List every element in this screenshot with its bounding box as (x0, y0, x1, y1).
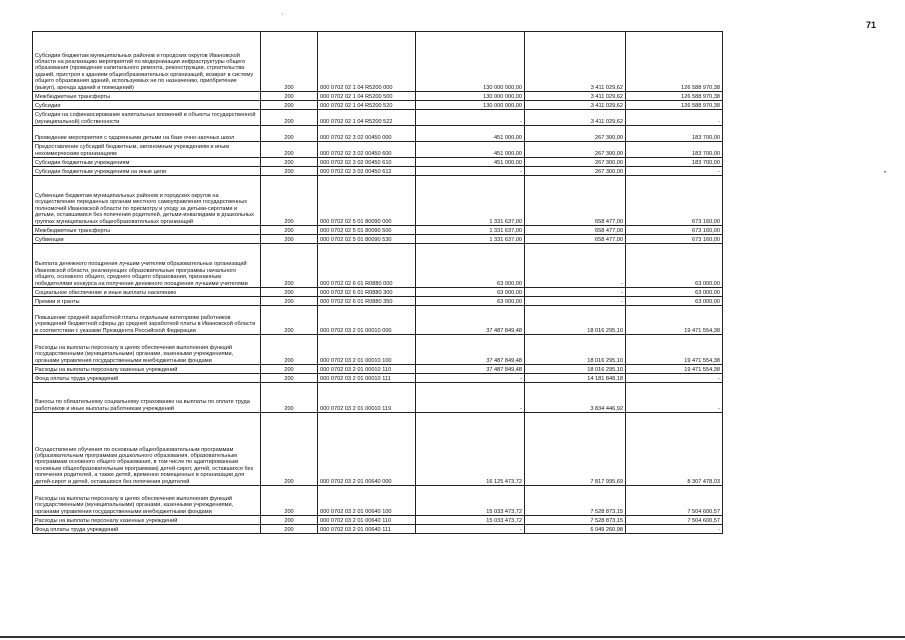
row-executed-amount: 3 411 029,62 (525, 101, 626, 110)
row-line-code: 200 (261, 365, 318, 374)
row-unexecuted-amount: 126 588 970,38 (626, 101, 723, 110)
row-line-code: 200 (261, 383, 318, 413)
row-approved-amount: 16 125 473,72 (416, 413, 525, 486)
row-approved-amount: 15 033 473,72 (416, 486, 525, 516)
row-budget-classification-code: 000 0702 03 2 01 00640 100 (318, 486, 416, 516)
row-executed-amount: 6 049 260,98 (525, 525, 626, 534)
row-line-code: 200 (261, 335, 318, 365)
row-description: Предоставление субсидий бюджетным, автономным учреждениям и иным некоммерческим организациям (33, 142, 261, 158)
row-budget-classification-code: 000 0702 03 2 01 00010 110 (318, 365, 416, 374)
row-unexecuted-amount: 7 504 600,57 (626, 486, 723, 516)
row-description: Субсидии (33, 101, 261, 110)
row-unexecuted-amount: 183 700,00 (626, 142, 723, 158)
row-line-code: 200 (261, 288, 318, 297)
row-approved-amount: - (416, 110, 525, 126)
row-budget-classification-code: 000 0702 02 5 01 80090 500 (318, 226, 416, 235)
row-description: Субвенции бюджетам муниципальных районов и городских округов на осуществление переданных органам местного самоуправления государственных полномочий Ивановской области по присмотру и уходу за детьми-сиротами и детьми, оставшимися без попечения родителей, детьми-инвалидами в дошкольных группах муниципальных общеобразовательных организаций (33, 176, 261, 226)
row-line-code: 200 (261, 297, 318, 306)
row-line-code: 200 (261, 167, 318, 176)
row-budget-classification-code: 000 0702 02 6 01 R0880 300 (318, 288, 416, 297)
row-executed-amount: 7 817 995,69 (525, 413, 626, 486)
row-unexecuted-amount: 63 000,00 (626, 297, 723, 306)
table-row (33, 516, 723, 525)
row-line-code: 200 (261, 413, 318, 486)
table-row (33, 383, 723, 413)
row-approved-amount: 1 331 637,00 (416, 176, 525, 226)
table-row (33, 32, 723, 92)
row-unexecuted-amount: 7 504 600,57 (626, 516, 723, 525)
row-approved-amount: 451 000,00 (416, 126, 525, 142)
row-budget-classification-code: 000 0702 03 2 01 00010 111 (318, 374, 416, 383)
row-description: Расходы на выплаты персоналу казенных учреждений (33, 516, 261, 525)
row-unexecuted-amount: 673 160,00 (626, 235, 723, 244)
row-approved-amount: - (416, 525, 525, 534)
row-unexecuted-amount: 63 000,00 (626, 244, 723, 288)
table-row (33, 525, 723, 534)
row-budget-classification-code: 000 0702 03 2 01 00640 111 (318, 525, 416, 534)
table-row (33, 126, 723, 142)
row-unexecuted-amount: 126 588 970,38 (626, 92, 723, 101)
row-line-code: 200 (261, 101, 318, 110)
row-description: Проведение мероприятия с одаренными детьми на базе очно-заочных школ (33, 126, 261, 142)
row-executed-amount: - (525, 244, 626, 288)
row-unexecuted-amount: - (626, 110, 723, 126)
row-line-code: 200 (261, 235, 318, 244)
table-row (33, 92, 723, 101)
row-executed-amount: - (525, 297, 626, 306)
row-executed-amount: 658 477,00 (525, 235, 626, 244)
row-unexecuted-amount: 126 588 970,38 (626, 32, 723, 92)
scan-dot-mark: ' (282, 14, 284, 20)
row-unexecuted-amount: 673 160,00 (626, 176, 723, 226)
row-unexecuted-amount: - (626, 525, 723, 534)
row-executed-amount: 3 411 029,62 (525, 92, 626, 101)
row-approved-amount: 451 000,00 (416, 158, 525, 167)
row-description: Фонд оплаты труда учреждений (33, 525, 261, 534)
row-budget-classification-code: 000 0702 02 3 02 00450 000 (318, 126, 416, 142)
row-description: Социальное обеспечение и иные выплаты населению (33, 288, 261, 297)
row-unexecuted-amount: 183 700,00 (626, 126, 723, 142)
row-description: Межбюджетные трансферты (33, 226, 261, 235)
row-executed-amount: 267 300,00 (525, 126, 626, 142)
row-executed-amount: 267 300,00 (525, 167, 626, 176)
table-row (33, 374, 723, 383)
row-executed-amount: - (525, 288, 626, 297)
row-budget-classification-code: 000 0702 02 3 02 00450 610 (318, 158, 416, 167)
row-approved-amount: 37 487 849,48 (416, 306, 525, 335)
row-description: Расходы на выплаты персоналу в целях обеспечения выполнения функций государственными (муниципальными) органами, казенными учреждениями, органами управления государственными внебюджетными фондами (33, 486, 261, 516)
row-unexecuted-amount: - (626, 167, 723, 176)
row-unexecuted-amount: 19 471 554,38 (626, 365, 723, 374)
row-approved-amount: - (416, 167, 525, 176)
row-approved-amount: 37 487 849,48 (416, 365, 525, 374)
row-description: Осуществление обучения по основным общеобразовательным программам (образовательным программам дошкольного образования, образовательным программам основного общего образования, в том числе по адаптированным основным общеобразовательным программам) детей-сирот, детей, оставшихся без попечения родителей, а также детей, временно помещенных в организации для детей-сирот и детей, оставшихся без попечения родителей (33, 413, 261, 486)
row-executed-amount: 18 016 295,10 (525, 306, 626, 335)
row-line-code: 200 (261, 486, 318, 516)
row-approved-amount: 63 000,00 (416, 244, 525, 288)
row-budget-classification-code: 000 0702 02 3 02 00450 612 (318, 167, 416, 176)
table-row (33, 306, 723, 335)
row-description: Расходы на выплаты персоналу казенных учреждений (33, 365, 261, 374)
row-description: Выплата денежного поощрения лучшим учителям образовательных организаций Ивановской области, реализующих образовательные программы начального общего, основного общего, среднего общего образования, признанным победителями конкурса на получение денежного поощрения лучшими учителями (33, 244, 261, 288)
table-row (33, 486, 723, 516)
row-line-code: 200 (261, 516, 318, 525)
row-description: Премии и гранты (33, 297, 261, 306)
row-executed-amount: 3 834 446,92 (525, 383, 626, 413)
page-bottom-edge (0, 636, 905, 638)
row-approved-amount: 1 331 637,00 (416, 226, 525, 235)
row-executed-amount: 658 477,00 (525, 226, 626, 235)
row-executed-amount: 658 477,00 (525, 176, 626, 226)
row-approved-amount: 63 000,00 (416, 297, 525, 306)
row-unexecuted-amount: 8 307 478,03 (626, 413, 723, 486)
page-number: 71 (866, 20, 877, 30)
row-budget-classification-code: 000 0702 02 6 01 R0880 350 (318, 297, 416, 306)
scan-dot-mark: • (884, 170, 887, 176)
row-executed-amount: 7 528 873,15 (525, 516, 626, 525)
row-line-code: 200 (261, 244, 318, 288)
row-line-code: 200 (261, 306, 318, 335)
table-row (33, 335, 723, 365)
row-line-code: 200 (261, 32, 318, 92)
table-row (33, 288, 723, 297)
budget-table-body (33, 32, 723, 534)
row-approved-amount: 37 487 849,48 (416, 335, 525, 365)
row-approved-amount: 130 000 000,00 (416, 92, 525, 101)
table-row (33, 167, 723, 176)
row-description: Субсидии бюджетам муниципальных районов и городских округов Ивановской области на реализацию мероприятий по модернизации инфраструктуры общего образования (проведение капитального ремонта, реконструкции, строительства зданий, пристроя к зданиям общеобразовательных организаций, возврат в систему общего образования зданий, используемых не по назначению, приобретение (выкуп), аренда зданий и помещений) (33, 32, 261, 92)
row-unexecuted-amount: 19 471 554,38 (626, 335, 723, 365)
table-row (33, 176, 723, 226)
row-approved-amount: 63 000,00 (416, 288, 525, 297)
row-approved-amount: 15 033 473,72 (416, 516, 525, 525)
row-line-code: 200 (261, 226, 318, 235)
row-line-code: 200 (261, 176, 318, 226)
row-unexecuted-amount: 673 160,00 (626, 226, 723, 235)
row-executed-amount: 267 300,00 (525, 142, 626, 158)
table-row (33, 158, 723, 167)
budget-table (32, 31, 723, 534)
table-row (33, 226, 723, 235)
row-line-code: 200 (261, 126, 318, 142)
row-budget-classification-code: 000 0702 02 1 04 R5200 520 (318, 101, 416, 110)
row-unexecuted-amount: 19 471 554,38 (626, 306, 723, 335)
row-executed-amount: 18 016 295,10 (525, 335, 626, 365)
row-approved-amount: - (416, 374, 525, 383)
row-budget-classification-code: 000 0702 02 6 01 R0880 000 (318, 244, 416, 288)
table-row (33, 235, 723, 244)
row-executed-amount: 7 528 873,15 (525, 486, 626, 516)
row-unexecuted-amount: 63 000,00 (626, 288, 723, 297)
row-budget-classification-code: 000 0702 02 5 01 80090 000 (318, 176, 416, 226)
row-budget-classification-code: 000 0702 03 2 01 00010 000 (318, 306, 416, 335)
row-approved-amount: 451 000,00 (416, 142, 525, 158)
row-line-code: 200 (261, 525, 318, 534)
row-executed-amount: 3 411 029,62 (525, 32, 626, 92)
row-budget-classification-code: 000 0702 02 1 04 R5200 000 (318, 32, 416, 92)
table-row (33, 110, 723, 126)
row-executed-amount: 18 016 295,10 (525, 365, 626, 374)
row-approved-amount: 1 331 637,00 (416, 235, 525, 244)
row-budget-classification-code: 000 0702 03 2 01 00640 000 (318, 413, 416, 486)
table-row (33, 101, 723, 110)
table-row (33, 142, 723, 158)
row-unexecuted-amount: 183 700,00 (626, 158, 723, 167)
row-line-code: 200 (261, 374, 318, 383)
row-executed-amount: 14 181 848,18 (525, 374, 626, 383)
row-line-code: 200 (261, 142, 318, 158)
table-row (33, 413, 723, 486)
row-description: Субсидии бюджетным учреждениям (33, 158, 261, 167)
row-budget-classification-code: 000 0702 02 5 01 80090 530 (318, 235, 416, 244)
row-budget-classification-code: 000 0702 03 2 01 00640 110 (318, 516, 416, 525)
table-row (33, 365, 723, 374)
row-approved-amount: 130 000 000,00 (416, 32, 525, 92)
row-description: Субсидии на софинансирование капитальных вложений в объекты государственной (муниципальной) собственности (33, 110, 261, 126)
table-row (33, 244, 723, 288)
row-description: Повышение средней заработной платы отдельным категориям работников учреждений бюджетной сферы до средней заработной платы в Ивановской области в соответствии с указами Президента Российской Федерации (33, 306, 261, 335)
table-row (33, 297, 723, 306)
row-line-code: 200 (261, 110, 318, 126)
row-budget-classification-code: 000 0702 02 1 04 R5200 522 (318, 110, 416, 126)
row-budget-classification-code: 000 0702 02 1 04 R5200 500 (318, 92, 416, 101)
row-executed-amount: 3 411 029,62 (525, 110, 626, 126)
row-description: Фонд оплаты труда учреждений (33, 374, 261, 383)
row-description: Межбюджетные трансферты (33, 92, 261, 101)
row-approved-amount: - (416, 383, 525, 413)
row-description: Взносы по обязательному социальному страхованию на выплаты по оплате труда работников и иные выплаты работникам учреждений (33, 383, 261, 413)
row-unexecuted-amount: - (626, 383, 723, 413)
row-description: Расходы на выплаты персоналу в целях обеспечения выполнения функций государственными (муниципальными) органами, казенными учреждениями, органами управления государственными внебюджетными фондами (33, 335, 261, 365)
row-description: Субвенции (33, 235, 261, 244)
row-description: Субсидии бюджетным учреждениям на иные цели (33, 167, 261, 176)
row-unexecuted-amount: - (626, 374, 723, 383)
row-budget-classification-code: 000 0702 03 2 01 00010 100 (318, 335, 416, 365)
row-executed-amount: 267 300,00 (525, 158, 626, 167)
row-line-code: 200 (261, 92, 318, 101)
row-budget-classification-code: 000 0702 02 3 02 00450 600 (318, 142, 416, 158)
row-approved-amount: 130 000 000,00 (416, 101, 525, 110)
row-budget-classification-code: 000 0702 03 2 01 00010 119 (318, 383, 416, 413)
row-line-code: 200 (261, 158, 318, 167)
